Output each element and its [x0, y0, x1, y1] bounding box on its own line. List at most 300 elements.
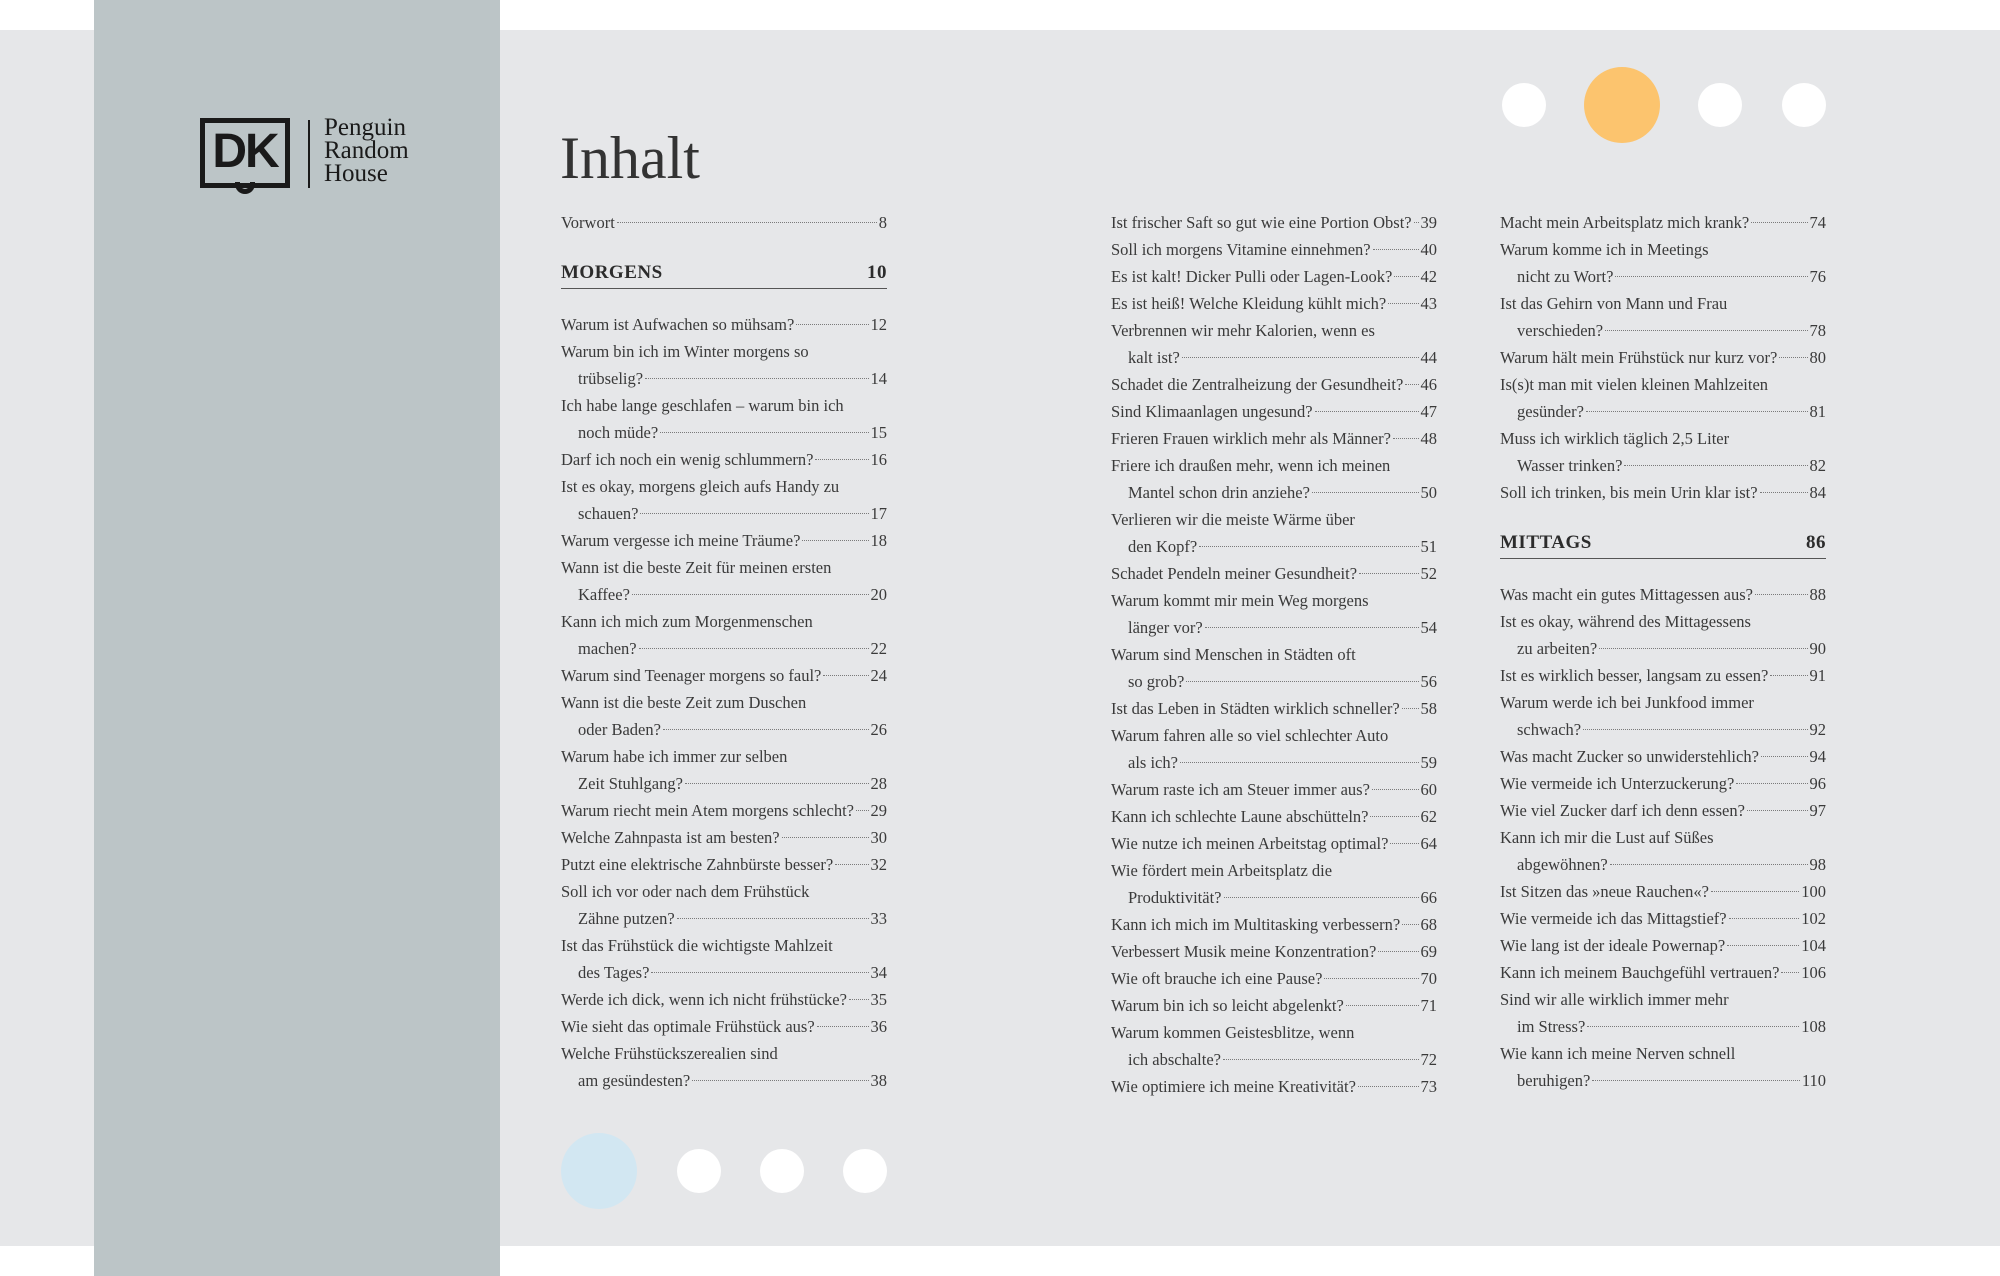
toc-entry-line [1500, 851, 1826, 878]
toc-entry-line [561, 209, 887, 236]
toc-entry-line [561, 770, 887, 797]
toc-page-number: 15 [870, 423, 887, 442]
toc-page-number: 80 [1809, 348, 1826, 367]
dot-leader [802, 540, 868, 541]
toc-entry-line [561, 500, 887, 527]
toc-entry-line [1111, 290, 1437, 317]
toc-page-number: 30 [870, 828, 887, 847]
toc-entry-text: Verlieren wir die meiste Wärme über [1111, 510, 1355, 529]
toc-entry [1111, 911, 1437, 938]
toc-entry [1111, 803, 1437, 830]
toc-entry-text: Warum komme ich in Meetings [1500, 240, 1709, 259]
dot-leader [639, 648, 869, 649]
toc-entry-text: den Kopf? [1128, 537, 1198, 556]
toc-entry-text: länger vor? [1128, 618, 1203, 637]
toc-entry-line [1111, 263, 1437, 290]
toc-entry-line [1500, 797, 1826, 824]
toc-entry [1111, 506, 1437, 560]
dot-leader [1312, 492, 1419, 493]
dot-leader [645, 378, 868, 379]
toc-entry-line [561, 878, 887, 905]
toc-entry-line [1500, 905, 1826, 932]
section-title: MORGENS [561, 262, 663, 283]
toc-entry-text: so grob? [1128, 672, 1185, 691]
dot-leader [1199, 546, 1418, 547]
toc-entry-text: Muss ich wirklich täglich 2,5 Liter [1500, 429, 1730, 448]
toc-entry-line [561, 311, 887, 338]
toc-page-number: 52 [1420, 564, 1437, 583]
dot-leader [651, 972, 868, 973]
toc-page-number: 29 [870, 801, 887, 820]
toc-entry [1111, 857, 1437, 911]
dot-leader [1781, 972, 1799, 973]
toc-page-number: 12 [870, 315, 887, 334]
toc-entry-text: Ist das Frühstück die wichtigste Mahlzeit [561, 936, 833, 955]
toc-column-2 [1111, 209, 1437, 1100]
toc-entry-text: verschieden? [1517, 321, 1604, 340]
toc-page-number: 88 [1809, 585, 1826, 604]
toc-entry-line [1111, 884, 1437, 911]
toc-entry [561, 824, 887, 851]
toc-entry-line [1111, 722, 1437, 749]
dot-leader [1711, 891, 1799, 892]
toc-entry-line [1111, 1073, 1437, 1100]
toc-entry [561, 608, 887, 662]
toc-entry [1111, 776, 1437, 803]
toc-entry [561, 1013, 887, 1040]
toc-entry-text: Ist Sitzen das »neue Rauchen«? [1500, 882, 1709, 901]
toc-entry [1111, 371, 1437, 398]
toc-entry [1500, 290, 1826, 344]
publisher-name [324, 116, 454, 185]
dot-leader [1390, 843, 1418, 844]
toc-entry-line [1500, 959, 1826, 986]
toc-entry-text: Ist das Leben in Städten wirklich schneller? [1111, 699, 1400, 718]
toc-entry-text: Vorwort [561, 213, 615, 232]
dot-leader [1729, 918, 1800, 919]
toc-entry-line [561, 635, 887, 662]
dot-leader [1761, 756, 1808, 757]
dot-leader [1587, 1026, 1799, 1027]
toc-page-number: 81 [1809, 402, 1826, 421]
toc-entry-line [1500, 371, 1826, 398]
toc-entry-line [1111, 317, 1437, 344]
toc-page-number: 36 [870, 1017, 887, 1036]
dot-leader [1760, 492, 1808, 493]
toc-entry-text: kalt ist? [1128, 348, 1180, 367]
section-page-number: 86 [1806, 532, 1826, 553]
toc-entry-line [561, 1067, 887, 1094]
toc-entry-text: trübselig? [578, 369, 644, 388]
publisher-name-line: Penguin [324, 114, 406, 141]
toc-page-number: 58 [1420, 699, 1437, 718]
toc-entry [1500, 581, 1826, 608]
toc-entry-text: Ist es wirklich besser, langsam zu essen? [1500, 666, 1769, 685]
toc-entry-text: Zähne putzen? [578, 909, 675, 928]
toc-entry-text: Wie kann ich meine Nerven schnell [1500, 1044, 1736, 1063]
toc-entry-text: am gesündesten? [578, 1071, 691, 1090]
toc-entry-line [1111, 614, 1437, 641]
toc-entry-line [1500, 581, 1826, 608]
toc-page-number: 32 [870, 855, 887, 874]
toc-page-number: 71 [1420, 996, 1437, 1015]
toc-entry-line [1500, 1067, 1826, 1094]
toc-entry-line [561, 959, 887, 986]
toc-entry-text: Soll ich vor oder nach dem Frühstück [561, 882, 810, 901]
toc-entry-text: Warum raste ich am Steuer immer aus? [1111, 780, 1370, 799]
toc-entry-line [561, 662, 887, 689]
toc-entry-line [1500, 1013, 1826, 1040]
toc-entry [1500, 986, 1826, 1040]
toc-entry-text: Wie vermeide ich das Mittagstief? [1500, 909, 1727, 928]
toc-entry-line [1111, 668, 1437, 695]
toc-page-number: 94 [1809, 747, 1826, 766]
toc-entry-text: Warum riecht mein Atem morgens schlecht? [561, 801, 854, 820]
dot-leader [640, 513, 868, 514]
toc-entry-text: schauen? [578, 504, 639, 523]
toc-entry-text: Was macht Zucker so unwiderstehlich? [1500, 747, 1759, 766]
toc-page-number: 104 [1801, 936, 1826, 955]
toc-entry-text: Ich habe lange geschlafen – warum bin ich [561, 396, 844, 415]
toc-page-number: 100 [1801, 882, 1826, 901]
toc-entry-line [1111, 506, 1437, 533]
toc-entry-line [561, 1040, 887, 1067]
toc-entry [561, 878, 887, 932]
toc-page-number: 98 [1809, 855, 1826, 874]
toc-entry-text: ich abschalte? [1128, 1050, 1221, 1069]
dot-leader [1182, 357, 1419, 358]
toc-entry-text: Es ist kalt! Dicker Pulli oder Lagen-Look? [1111, 267, 1393, 286]
toc-entry [1111, 722, 1437, 776]
toc-entry-text: Ist es okay, während des Mittagessens [1500, 612, 1751, 631]
toc-entry-line [1111, 209, 1437, 236]
toc-entry-line [561, 581, 887, 608]
toc-entry [1500, 608, 1826, 662]
decorative-dot-orange [1584, 67, 1660, 143]
toc-entry [1500, 425, 1826, 479]
toc-page-number: 73 [1420, 1077, 1437, 1096]
toc-entry-text: Warum sind Menschen in Städten oft [1111, 645, 1356, 664]
toc-entry [1111, 209, 1437, 236]
dot-leader [1394, 276, 1418, 277]
toc-entry-text: Kann ich schlechte Laune abschütteln? [1111, 807, 1369, 826]
toc-page-number: 42 [1420, 267, 1437, 286]
toc-entry-text: Friere ich draußen mehr, wenn ich meinen [1111, 456, 1391, 475]
toc-entry-text: Wie oft brauche ich eine Pause? [1111, 969, 1323, 988]
toc-page-number: 97 [1809, 801, 1826, 820]
toc-page-number: 82 [1809, 456, 1826, 475]
toc-entry-line [561, 446, 887, 473]
toc-entry-text: Es ist heiß! Welche Kleidung kühlt mich? [1111, 294, 1387, 313]
toc-entry-text: Wie viel Zucker darf ich denn essen? [1500, 801, 1745, 820]
toc-entry-text: Kaffee? [578, 585, 630, 604]
toc-page-number: 91 [1809, 666, 1826, 685]
dot-leader [1346, 1005, 1419, 1006]
toc-entry-line [561, 851, 887, 878]
toc-page-number: 14 [870, 369, 887, 388]
dot-leader [1372, 789, 1419, 790]
toc-page-number: 17 [870, 504, 887, 523]
toc-entry [561, 527, 887, 554]
toc-entry [561, 338, 887, 392]
toc-entry [1111, 830, 1437, 857]
toc-page-number: 54 [1420, 618, 1437, 637]
toc-entry [1500, 905, 1826, 932]
toc-entry-line [1500, 689, 1826, 716]
toc-entry-text: Wasser trinken? [1517, 456, 1623, 475]
toc-entry-line [1111, 371, 1437, 398]
toc-entry-line [1111, 938, 1437, 965]
toc-page-number: 68 [1420, 915, 1437, 934]
dot-leader [817, 1026, 869, 1027]
toc-entry-line [1111, 857, 1437, 884]
toc-entry-line [1500, 425, 1826, 452]
toc-page-number: 64 [1420, 834, 1437, 853]
toc-entry-line [1111, 641, 1437, 668]
toc-entry-text: Produktivität? [1128, 888, 1222, 907]
toc-page-number: 108 [1801, 1017, 1826, 1036]
toc-entry-line [1111, 695, 1437, 722]
dot-leader [1393, 438, 1419, 439]
toc-entry-line [561, 932, 887, 959]
toc-page-number: 69 [1420, 942, 1437, 961]
toc-page-number: 70 [1420, 969, 1437, 988]
toc-page-number: 20 [870, 585, 887, 604]
toc-entry-text: Ist frischer Saft so gut wie eine Portion Obst? [1111, 213, 1412, 232]
toc-page-number: 51 [1420, 537, 1437, 556]
toc-entry-line [1111, 911, 1437, 938]
toc-page-number: 28 [870, 774, 887, 793]
toc-page-number: 48 [1420, 429, 1437, 448]
toc-entry-text: Warum fahren alle so viel schlechter Auto [1111, 726, 1389, 745]
toc-entry-line [1111, 587, 1437, 614]
toc-entry-text: Kann ich mir die Lust auf Süßes [1500, 828, 1714, 847]
toc-page-number: 26 [870, 720, 887, 739]
toc-entry-line [561, 365, 887, 392]
toc-entry [1500, 689, 1826, 743]
dot-leader [815, 459, 868, 460]
toc-column-1 [561, 209, 887, 1094]
toc-entry-line [1500, 263, 1826, 290]
toc-entry-text: Ist es okay, morgens gleich aufs Handy zu [561, 477, 840, 496]
toc-entry [1500, 1040, 1826, 1094]
dot-leader [849, 999, 869, 1000]
toc-entry [1111, 263, 1437, 290]
toc-entry-text: beruhigen? [1517, 1071, 1591, 1090]
toc-entry-line [561, 743, 887, 770]
toc-entry [1500, 932, 1826, 959]
toc-entry-text: Frieren Frauen wirklich mehr als Männer? [1111, 429, 1391, 448]
toc-entry-line [561, 608, 887, 635]
toc-entry-text: Kann ich mich im Multitasking verbessern? [1111, 915, 1401, 934]
toc-entry-line [1500, 824, 1826, 851]
toc-entry-line [1500, 398, 1826, 425]
toc-entry-line [1500, 608, 1826, 635]
dot-leader [1324, 978, 1418, 979]
toc-entry [1111, 317, 1437, 371]
toc-page-number: 102 [1801, 909, 1826, 928]
dot-leader [1751, 222, 1807, 223]
decorative-dot [1782, 83, 1826, 127]
toc-entry-line [561, 716, 887, 743]
toc-entry-text: Wie optimiere ich meine Kreativität? [1111, 1077, 1356, 1096]
dot-leader [1359, 573, 1418, 574]
dot-leader [796, 324, 868, 325]
toc-entry [1111, 992, 1437, 1019]
toc-page-number: 72 [1420, 1050, 1437, 1069]
dot-leader [692, 1080, 868, 1081]
page-title: Inhalt [560, 125, 700, 191]
dot-leader [1224, 897, 1419, 898]
dot-leader [1223, 1059, 1419, 1060]
toc-entry-text: Warum werde ich bei Junkfood immer [1500, 693, 1754, 712]
toc-entry-text: Ist das Gehirn von Mann und Frau [1500, 294, 1728, 313]
toc-entry [1500, 209, 1826, 236]
toc-entry-text: Werde ich dick, wenn ich nicht frühstücke? [561, 990, 847, 1009]
toc-entry [1111, 965, 1437, 992]
dot-leader [1373, 249, 1419, 250]
toc-page-number: 76 [1809, 267, 1826, 286]
toc-entry [561, 446, 887, 473]
toc-page-number: 60 [1420, 780, 1437, 799]
toc-page-number: 35 [870, 990, 887, 1009]
toc-entry-text: Kann ich mich zum Morgenmenschen [561, 612, 813, 631]
toc-page-number: 78 [1809, 321, 1826, 340]
toc-entry-text: gesünder? [1517, 402, 1584, 421]
toc-entry-line [1111, 452, 1437, 479]
dot-leader [856, 810, 869, 811]
toc-entry-line [561, 473, 887, 500]
decorative-dot [677, 1149, 721, 1193]
toc-entry-text: Warum habe ich immer zur selben [561, 747, 788, 766]
dot-leader [1755, 594, 1808, 595]
toc-entry [561, 473, 887, 527]
toc-entry-line [1500, 716, 1826, 743]
dot-leader [1779, 357, 1807, 358]
toc-entry [561, 689, 887, 743]
toc-entry-line [1500, 452, 1826, 479]
toc-page-number: 44 [1420, 348, 1437, 367]
toc-entry [561, 209, 887, 236]
toc-page-number: 43 [1420, 294, 1437, 313]
toc-page-number: 96 [1809, 774, 1826, 793]
dot-leader [1315, 411, 1419, 412]
toc-entry [1111, 1019, 1437, 1073]
toc-page-number: 90 [1809, 639, 1826, 658]
dot-leader [1736, 783, 1807, 784]
dot-leader [660, 432, 868, 433]
toc-entry-text: Wie lang ist der ideale Powernap? [1500, 936, 1726, 955]
toc-page-number: 18 [870, 531, 887, 550]
toc-entry-text: Wie nutze ich meinen Arbeitstag optimal? [1111, 834, 1389, 853]
toc-page-number: 8 [878, 213, 887, 232]
toc-page-number: 39 [1420, 213, 1437, 232]
publisher-name-line: Random [324, 137, 409, 164]
section-heading [1500, 528, 1826, 559]
toc-entry-line [1500, 479, 1826, 506]
dk-logo-notch [235, 182, 255, 194]
dot-leader [1405, 384, 1418, 385]
toc-page-number: 40 [1420, 240, 1437, 259]
toc-page-number: 84 [1809, 483, 1826, 502]
toc-entry-line [1111, 776, 1437, 803]
toc-entry-line [1111, 425, 1437, 452]
toc-entry [1111, 425, 1437, 452]
toc-entry [561, 986, 887, 1013]
decorative-dot [843, 1149, 887, 1193]
toc-entry-line [1111, 1046, 1437, 1073]
toc-entry [1500, 878, 1826, 905]
toc-entry-line [561, 554, 887, 581]
decorative-dot [760, 1149, 804, 1193]
toc-entry-line [1111, 344, 1437, 371]
toc-entry-text: Warum kommen Geistesblitze, wenn [1111, 1023, 1355, 1042]
toc-entry-text: Putzt eine elektrische Zahnbürste besser? [561, 855, 834, 874]
toc-entry [561, 797, 887, 824]
toc-entry-text: Warum hält mein Frühstück nur kurz vor? [1500, 348, 1778, 367]
dot-leader [1186, 681, 1418, 682]
logo-divider [308, 120, 310, 188]
toc-entry [1500, 662, 1826, 689]
toc-entry [561, 662, 887, 689]
toc-entry-line [561, 527, 887, 554]
toc-entry-line [561, 797, 887, 824]
toc-entry-line [1500, 932, 1826, 959]
dot-leader [782, 837, 869, 838]
toc-entry-line [561, 905, 887, 932]
toc-page-number: 106 [1801, 963, 1826, 982]
toc-entry-line [1111, 749, 1437, 776]
toc-entry-line [1111, 992, 1437, 1019]
dot-leader [1205, 627, 1419, 628]
toc-entry-text: Soll ich trinken, bis mein Urin klar ist? [1500, 483, 1758, 502]
toc-entry-line [561, 1013, 887, 1040]
toc-entry [561, 311, 887, 338]
toc-entry-line [1500, 209, 1826, 236]
dot-leader [1624, 465, 1807, 466]
toc-entry-text: Zeit Stuhlgang? [578, 774, 683, 793]
toc-entry-text: Macht mein Arbeitsplatz mich krank? [1500, 213, 1750, 232]
dot-leader [1605, 330, 1807, 331]
dot-leader [685, 783, 869, 784]
toc-entry [561, 932, 887, 986]
toc-entry [1500, 236, 1826, 290]
toc-page-number: 47 [1420, 402, 1437, 421]
toc-entry [1500, 371, 1826, 425]
publisher-name-line: House [324, 160, 388, 187]
toc-entry-text: Soll ich morgens Vitamine einnehmen? [1111, 240, 1371, 259]
toc-entry-line [1500, 317, 1826, 344]
dot-leader [1615, 276, 1807, 277]
toc-entry-text: Warum ist Aufwachen so mühsam? [561, 315, 795, 334]
toc-page-number: 50 [1420, 483, 1437, 502]
decorative-dot [1502, 83, 1546, 127]
dot-leader [823, 675, 868, 676]
toc-entry [1111, 452, 1437, 506]
toc-entry [561, 743, 887, 797]
toc-entry-line [561, 689, 887, 716]
toc-entry-text: Warum kommt mir mein Weg morgens [1111, 591, 1369, 610]
toc-entry-line [1500, 662, 1826, 689]
toc-entry-text: Warum vergesse ich meine Träume? [561, 531, 801, 550]
toc-entry [561, 1040, 887, 1094]
toc-entry-text: Warum bin ich im Winter morgens so [561, 342, 809, 361]
dot-leader [1388, 303, 1418, 304]
toc-entry [1111, 560, 1437, 587]
toc-entry-text: Kann ich meinem Bauchgefühl vertrauen? [1500, 963, 1780, 982]
toc-page-number: 16 [870, 450, 887, 469]
decorative-dot [1698, 83, 1742, 127]
